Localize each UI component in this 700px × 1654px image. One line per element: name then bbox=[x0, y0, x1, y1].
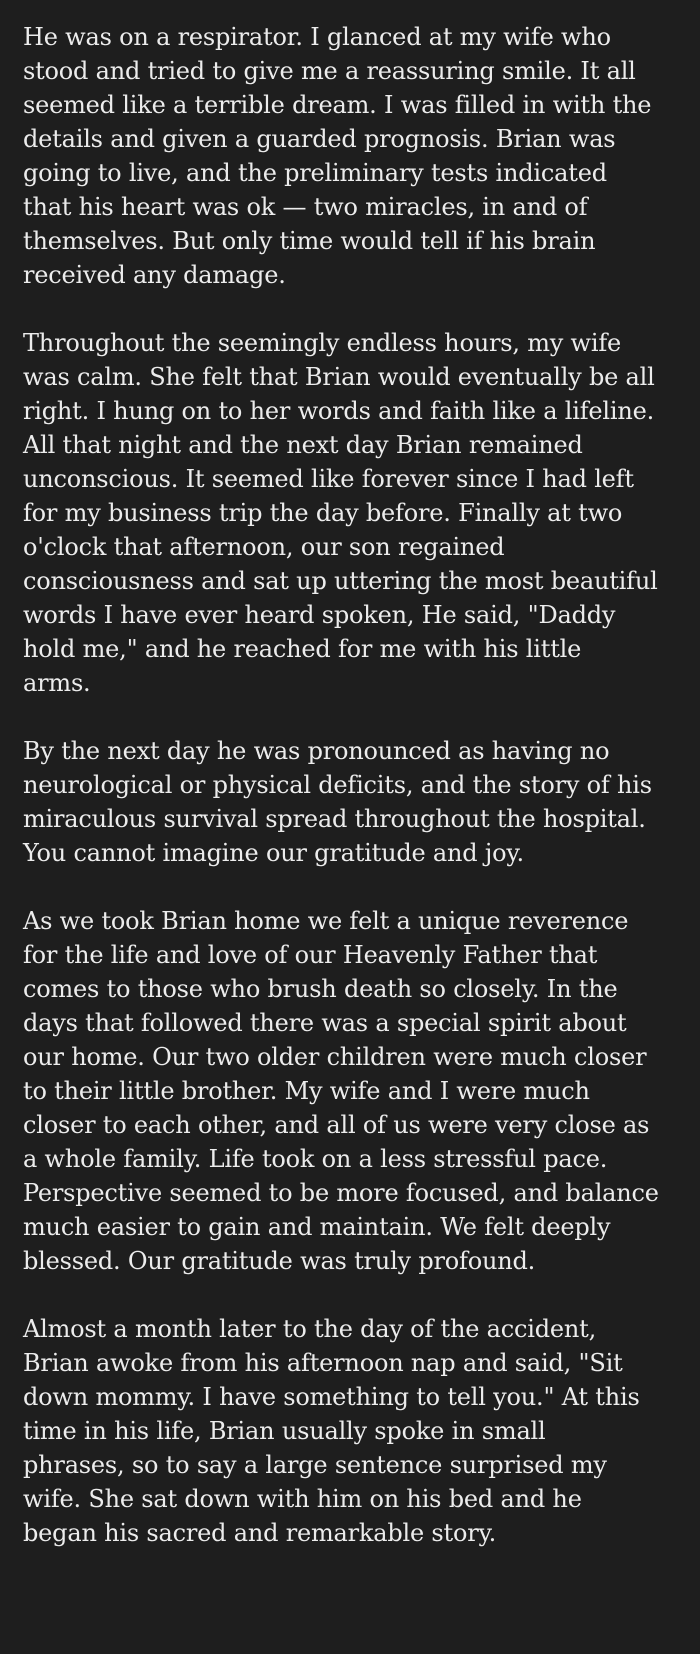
text-line: Brian awoke from his afternoon nap and said, "Sit bbox=[23, 1349, 623, 1377]
text-line: that his heart was ok — two miracles, in and of bbox=[23, 193, 588, 221]
text-line: to their little brother. My wife and I were much bbox=[23, 1077, 590, 1105]
text-line: By the next day he was pronounced as having no bbox=[23, 737, 610, 765]
text-line: All that night and the next day Brian remained bbox=[23, 431, 583, 459]
text-line: days that followed there was a special spirit about bbox=[23, 1009, 627, 1037]
text-line: time in his life, Brian usually spoke in small bbox=[23, 1417, 546, 1445]
text-line: phrases, so to say a large sentence surprised my bbox=[23, 1451, 607, 1479]
text-line: miraculous survival spread throughout the hospital. bbox=[23, 805, 646, 833]
text-line: stood and tried to give me a reassuring smile. It all bbox=[23, 57, 636, 85]
text-line: our home. Our two older children were much closer bbox=[23, 1043, 647, 1071]
text-line: He was on a respirator. I glanced at my wife who bbox=[23, 23, 611, 51]
text-line: Throughout the seemingly endless hours, my wife bbox=[23, 329, 622, 357]
text-line: You cannot imagine our gratitude and joy. bbox=[23, 839, 524, 867]
text-line: words I have ever heard spoken, He said, "Daddy bbox=[23, 601, 616, 629]
text-line: down mommy. I have something to tell you." At this bbox=[23, 1383, 640, 1411]
text-line: hold me," and he reached for me with his little bbox=[23, 635, 582, 663]
text-line: o'clock that afternoon, our son regained bbox=[23, 533, 505, 561]
text-line: themselves. But only time would tell if his brain bbox=[23, 227, 596, 255]
paragraph bbox=[23, 326, 680, 700]
paragraph bbox=[23, 20, 680, 292]
text-line: closer to each other, and all of us were very close as bbox=[23, 1111, 650, 1139]
text-line: consciousness and sat up uttering the most beautiful bbox=[23, 567, 658, 595]
text-line: much easier to gain and maintain. We felt deeply bbox=[23, 1213, 611, 1241]
text-line: arms. bbox=[23, 669, 91, 697]
text-line: going to live, and the preliminary tests indicated bbox=[23, 159, 607, 187]
text-line: received any damage. bbox=[23, 261, 286, 289]
text-line: began his sacred and remarkable story. bbox=[23, 1519, 497, 1547]
text-line: unconscious. It seemed like forever since I had left bbox=[23, 465, 634, 493]
text-line: a whole family. Life took on a less stressful pace. bbox=[23, 1145, 608, 1173]
text-line: Perspective seemed to be more focused, and balance bbox=[23, 1179, 659, 1207]
text-line: for my business trip the day before. Finally at two bbox=[23, 499, 623, 527]
paragraph bbox=[23, 1312, 680, 1550]
text-line: Almost a month later to the day of the accident, bbox=[23, 1315, 597, 1343]
text-line: was calm. She felt that Brian would eventually be all bbox=[23, 363, 655, 391]
text-line: blessed. Our gratitude was truly profound. bbox=[23, 1247, 536, 1275]
text-line: comes to those who brush death so closely. In the bbox=[23, 975, 618, 1003]
paragraph bbox=[23, 734, 680, 870]
text-line: seemed like a terrible dream. I was filled in with the bbox=[23, 91, 652, 119]
text-line: for the life and love of our Heavenly Father that bbox=[23, 941, 598, 969]
text-line: right. I hung on to her words and faith like a lifeline. bbox=[23, 397, 655, 425]
text-line: details and given a guarded prognosis. Brian was bbox=[23, 125, 616, 153]
text-line: neurological or physical deficits, and the story of his bbox=[23, 771, 652, 799]
text-line: wife. She sat down with him on his bed and he bbox=[23, 1485, 582, 1513]
text-line: As we took Brian home we felt a unique reverence bbox=[23, 907, 629, 935]
paragraph bbox=[23, 904, 680, 1278]
